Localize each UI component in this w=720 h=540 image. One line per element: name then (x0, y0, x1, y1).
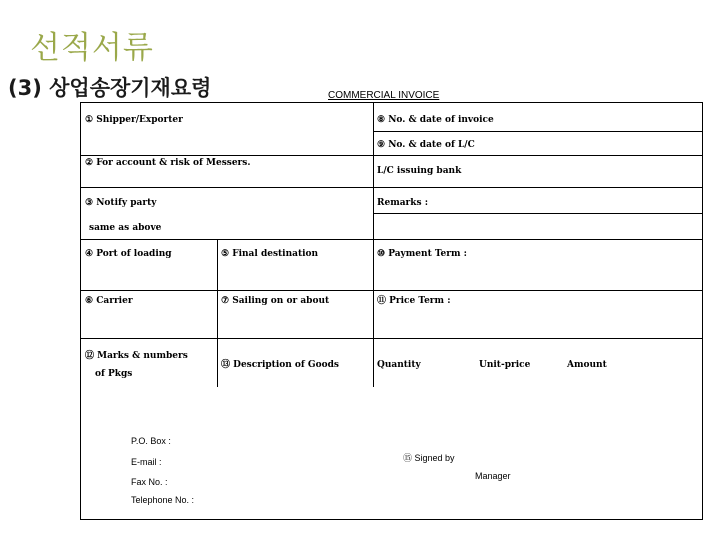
notify-party-label: ③ Notify party (85, 198, 157, 208)
invoice-no-date-label: ⑧ No. & date of invoice (377, 115, 494, 125)
unit-price-label: Unit-price (479, 360, 531, 370)
remarks-label: Remarks : (377, 198, 429, 208)
invoice-heading: COMMERCIAL INVOICE (328, 90, 440, 101)
sailing-on-label: ⑦ Sailing on or about (221, 296, 330, 306)
divider-line (373, 213, 702, 214)
marks-numbers-label: ⑫ Marks & numbers (85, 351, 188, 361)
payment-term-label: ⑩ Payment Term : (377, 249, 467, 259)
for-account-label: ② For account & risk of Messers. (85, 158, 251, 168)
divider-line (373, 131, 702, 132)
same-as-above-text: same as above (89, 223, 162, 233)
divider-line (81, 187, 702, 188)
slide-title: 선적서류 (30, 30, 154, 66)
final-destination-label: ⑤ Final destination (221, 249, 319, 259)
email-label: E-mail : (131, 457, 162, 467)
shipper-label: ① Shipper/Exporter (85, 115, 183, 125)
divider-line (81, 239, 702, 240)
fax-label: Fax No. : (131, 477, 168, 487)
quantity-label: Quantity (377, 360, 421, 370)
carrier-label: ⑥ Carrier (85, 296, 133, 306)
invoice-form (80, 102, 703, 520)
manager-label: Manager (475, 471, 511, 481)
divider-line (81, 338, 702, 339)
description-label: ⑬ Description of Goods (221, 360, 339, 370)
divider-line (217, 239, 218, 387)
signed-by-label: ⑮ Signed by (403, 453, 455, 463)
of-pkgs-label: of Pkgs (95, 369, 133, 379)
telephone-label: Telephone No. : (131, 495, 195, 505)
po-box-label: P.O. Box : (131, 436, 171, 446)
price-term-label: ⑪ Price Term : (377, 296, 451, 306)
slide-subtitle: (3) 상업송장기재요령 (8, 76, 212, 100)
lc-no-date-label: ⑨ No. & date of L/C (377, 140, 475, 150)
divider-line (81, 155, 702, 156)
port-of-loading-label: ④ Port of loading (85, 249, 172, 259)
divider-line (81, 290, 702, 291)
lc-issuing-bank-label: L/C issuing bank (377, 166, 462, 176)
amount-label: Amount (567, 360, 607, 370)
divider-line (373, 103, 374, 239)
divider-line (373, 239, 374, 387)
